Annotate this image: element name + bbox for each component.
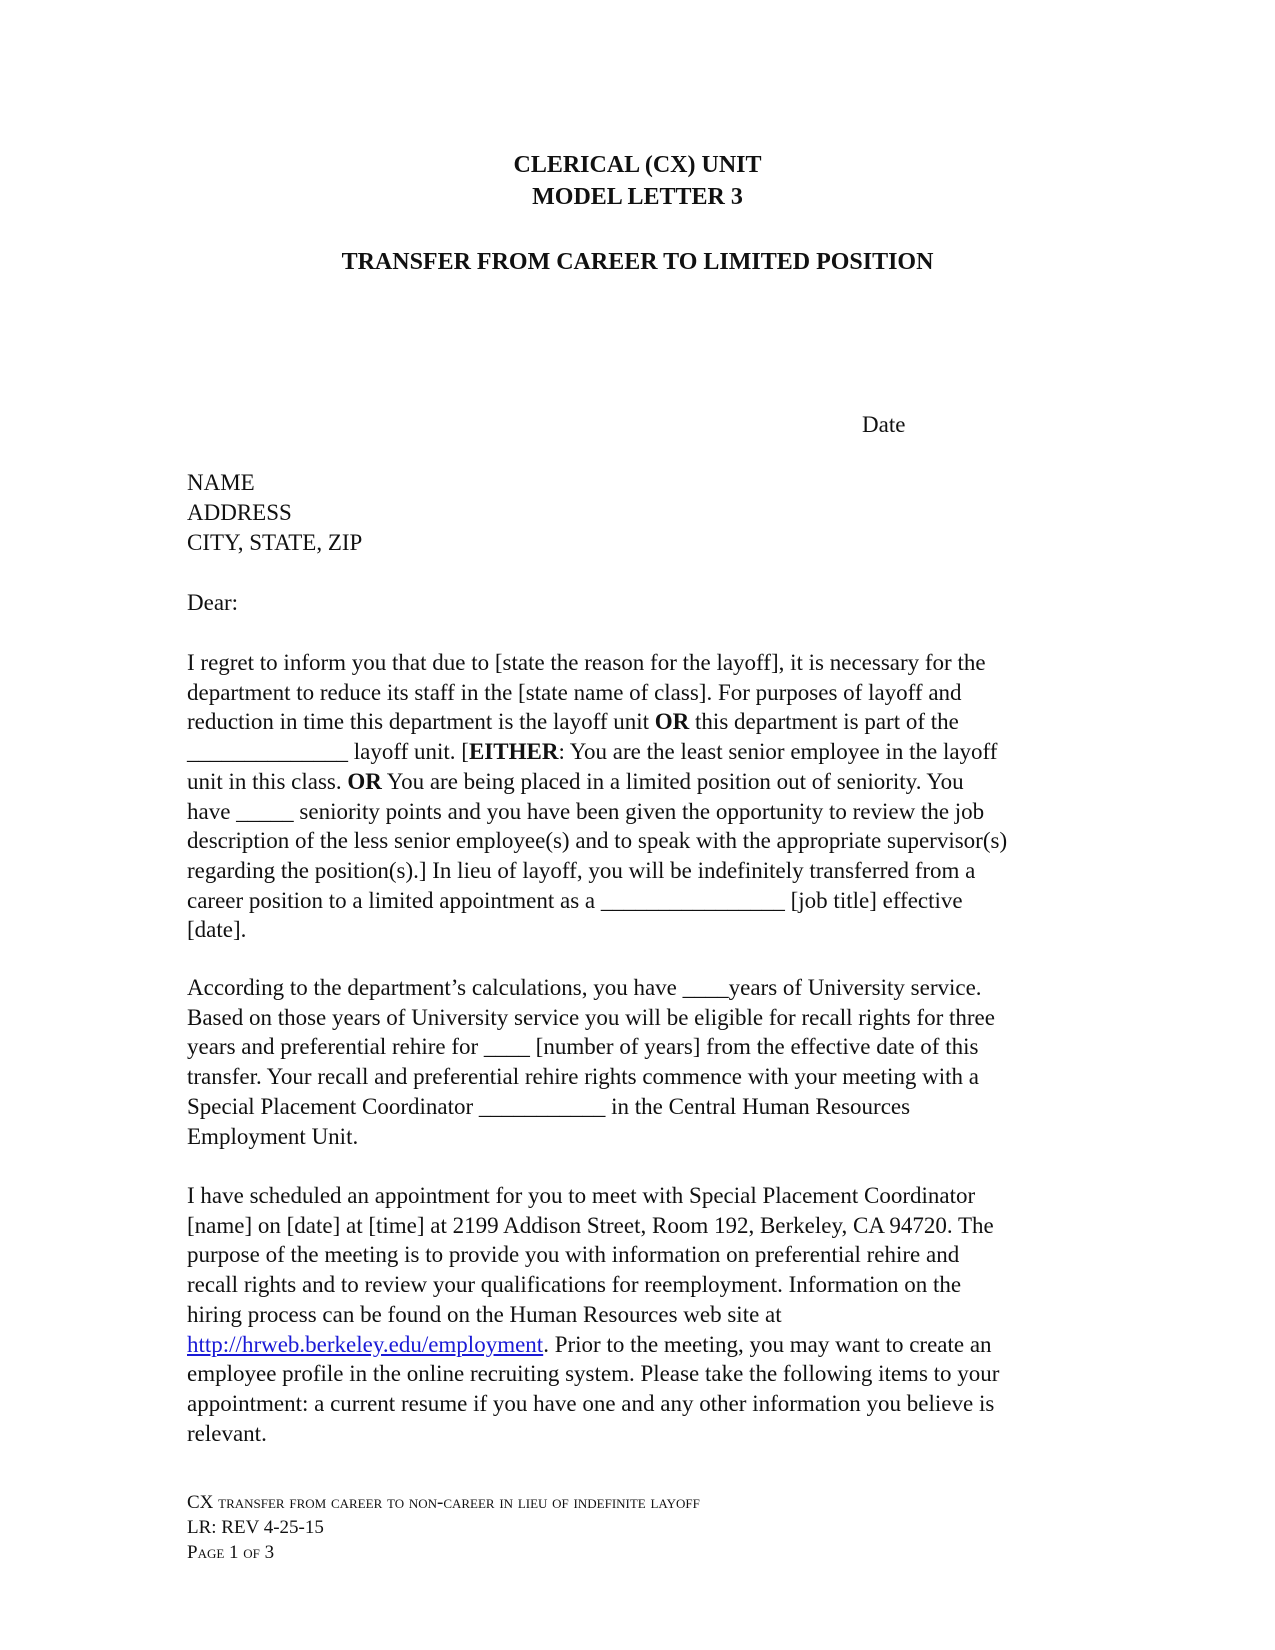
paragraph-line: employee profile in the online recruiting system. Please take the following items to your: [187, 1361, 1000, 1387]
paragraph-line: department to reduce its staff in the [state name of class]. For purposes of layoff and: [187, 679, 962, 705]
hr-employment-link[interactable]: http://hrweb.berkeley.edu/employment: [187, 1331, 544, 1357]
paragraph-line: purpose of the meeting is to provide you with information on preferential rehire and: [187, 1242, 960, 1268]
paragraph-line: [187, 767, 1087, 797]
text-run: You are being placed in a limited position out of seniority. You: [381, 768, 964, 794]
paragraph-layoff-notice: [187, 648, 1087, 945]
text-run: ______________ layoff unit. [: [187, 739, 469, 765]
paragraph-line: regarding the position(s).] In lieu of layoff, you will be indefinitely transferred from a: [187, 857, 976, 883]
paragraph-line: [187, 1330, 1087, 1360]
paragraph-line: I regret to inform you that due to [state the reason for the layoff], it is necessary for the: [187, 650, 986, 675]
paragraph-line: [date].: [187, 917, 247, 943]
footer-revision: LR: REV 4-25-15: [187, 1517, 324, 1538]
paragraph-line: have _____ seniority points and you have been given the opportunity to review the job: [187, 798, 985, 824]
salutation: Dear:: [187, 590, 239, 615]
text-run: this department is part of the: [689, 709, 959, 735]
paragraph-line: Special Placement Coordinator ___________ in the Central Human Resources: [187, 1093, 911, 1119]
recipient-city-state-zip: CITY, STATE, ZIP: [187, 530, 363, 555]
title-line-2: MODEL LETTER 3: [532, 184, 743, 210]
footer-page-number: Page 1 of 3: [187, 1542, 275, 1563]
paragraph-line: [187, 737, 1087, 767]
paragraph-line: Employment Unit.: [187, 1123, 359, 1149]
paragraph-line: I have scheduled an appointment for you to meet with Special Placement Coordinator: [187, 1183, 976, 1208]
paragraph-line: transfer. Your recall and preferential rehire rights commence with your meeting with a: [187, 1064, 979, 1090]
emphasis-or: OR: [347, 768, 382, 794]
emphasis-either: EITHER: [468, 739, 559, 765]
paragraph-line: hiring process can be found on the Human Resources web site at: [187, 1301, 782, 1327]
emphasis-or: OR: [654, 709, 690, 735]
paragraph-line: career position to a limited appointment as a ________________ [job title] effective: [187, 887, 963, 913]
paragraph-line: [187, 707, 1087, 737]
paragraph-line: appointment: a current resume if you have one and any other information you believe is: [187, 1390, 995, 1416]
text-run: . Prior to the meeting, you may want to create an: [543, 1331, 992, 1357]
paragraph-service-years: [187, 973, 1087, 1151]
paragraph-line: [name] on [date] at [time] at 2199 Addison Street, Room 192, Berkeley, CA 94720. The: [187, 1212, 994, 1238]
paragraph-line: years and preferential rehire for ____ [number of years] from the effective date of this: [187, 1034, 979, 1060]
paragraph-line: relevant.: [187, 1420, 267, 1446]
footer-document-title: CX transfer from career to non-career in lieu of indefinite layoff: [187, 1492, 700, 1513]
paragraph-line: According to the department’s calculations, you have ____years of University service.: [187, 975, 982, 1000]
paragraph-line: recall rights and to review your qualifications for reemployment. Information on the: [187, 1272, 962, 1298]
paragraph-appointment: [187, 1181, 1087, 1448]
letter-subtitle: TRANSFER FROM CAREER TO LIMITED POSITION: [341, 249, 934, 275]
paragraph-line: description of the less senior employee(s) and to speak with the appropriate supervisor(s): [187, 828, 1008, 854]
recipient-address-block: [187, 468, 362, 558]
date-placeholder: Date: [862, 412, 906, 437]
text-run: : You are the least senior employee in the layoff: [558, 739, 998, 765]
text-run: unit in this class.: [187, 768, 348, 794]
page-footer: [187, 1490, 700, 1565]
paragraph-line: Based on those years of University service you will be eligible for recall rights for three: [187, 1004, 995, 1030]
text-run: reduction in time this department is the layoff unit: [187, 709, 655, 735]
title-line-1: CLERICAL (CX) UNIT: [513, 152, 762, 178]
recipient-name: NAME: [187, 470, 255, 495]
recipient-address: ADDRESS: [187, 500, 292, 525]
